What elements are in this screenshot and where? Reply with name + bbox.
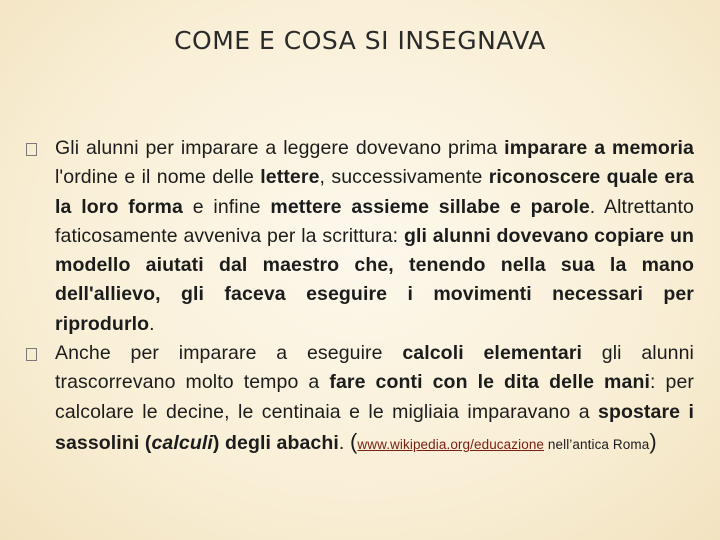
text-run: l'ordine e il nome delle: [55, 166, 261, 189]
bold-run: spostare i sassolini (: [55, 400, 694, 454]
text-run: Gli alunni per imparare a leggere dovevano prima: [55, 137, 505, 159]
bold-run: gli alunni dovevano copiare un modello aiutati dal maestro che, tenendo nella sua la mano dell'allievo, gli faceva eseguire i movimenti necessari per riprodurlo: [55, 224, 694, 335]
bullet-square-icon: [26, 143, 37, 156]
bold-run: lettere: [260, 166, 320, 189]
bullet-square-icon: [26, 348, 37, 361]
bold-run: mettere assieme sillabe e parole: [270, 195, 590, 218]
text-run: gli alunni trascorrevano molto tempo a: [55, 342, 694, 394]
bullet-item-reading: [26, 134, 694, 339]
bold-run: ) degli abachi: [212, 431, 339, 454]
text-run: . Altrettanto faticosamente avveniva per la scrittura:: [55, 195, 694, 247]
text-run: , successivamente: [319, 166, 489, 189]
text-run: .: [149, 312, 155, 335]
open-parenthesis: (: [349, 428, 358, 454]
bold-run: fare conti con le dita delle mani: [329, 371, 650, 394]
bold-run: imparare a memoria: [504, 137, 694, 159]
text-run: e infine: [182, 195, 271, 218]
bullet-text: [55, 339, 694, 459]
source-tail: nell’antica Roma: [544, 436, 650, 452]
close-parenthesis: ): [649, 428, 657, 454]
bullet-item-calculation: [26, 339, 694, 459]
bullet-text: [55, 134, 694, 339]
bold-run: calcoli elementari: [402, 342, 583, 365]
slide-title: COME E COSA SI INSEGNAVA: [174, 26, 546, 55]
text-run: : per calcolare le decine, le centinaia e le migliaia imparavano a: [55, 371, 694, 423]
bullet-list: [26, 134, 694, 459]
italic-run: calculi: [151, 431, 213, 454]
text-run: .: [338, 431, 345, 454]
bold-run: riconoscere quale era la loro forma: [55, 166, 694, 218]
bold-italic-run: [151, 432, 212, 454]
source-link[interactable]: www.wikipedia.org/educazione: [357, 436, 545, 452]
text-run: Anche per imparare a eseguire: [55, 342, 403, 365]
